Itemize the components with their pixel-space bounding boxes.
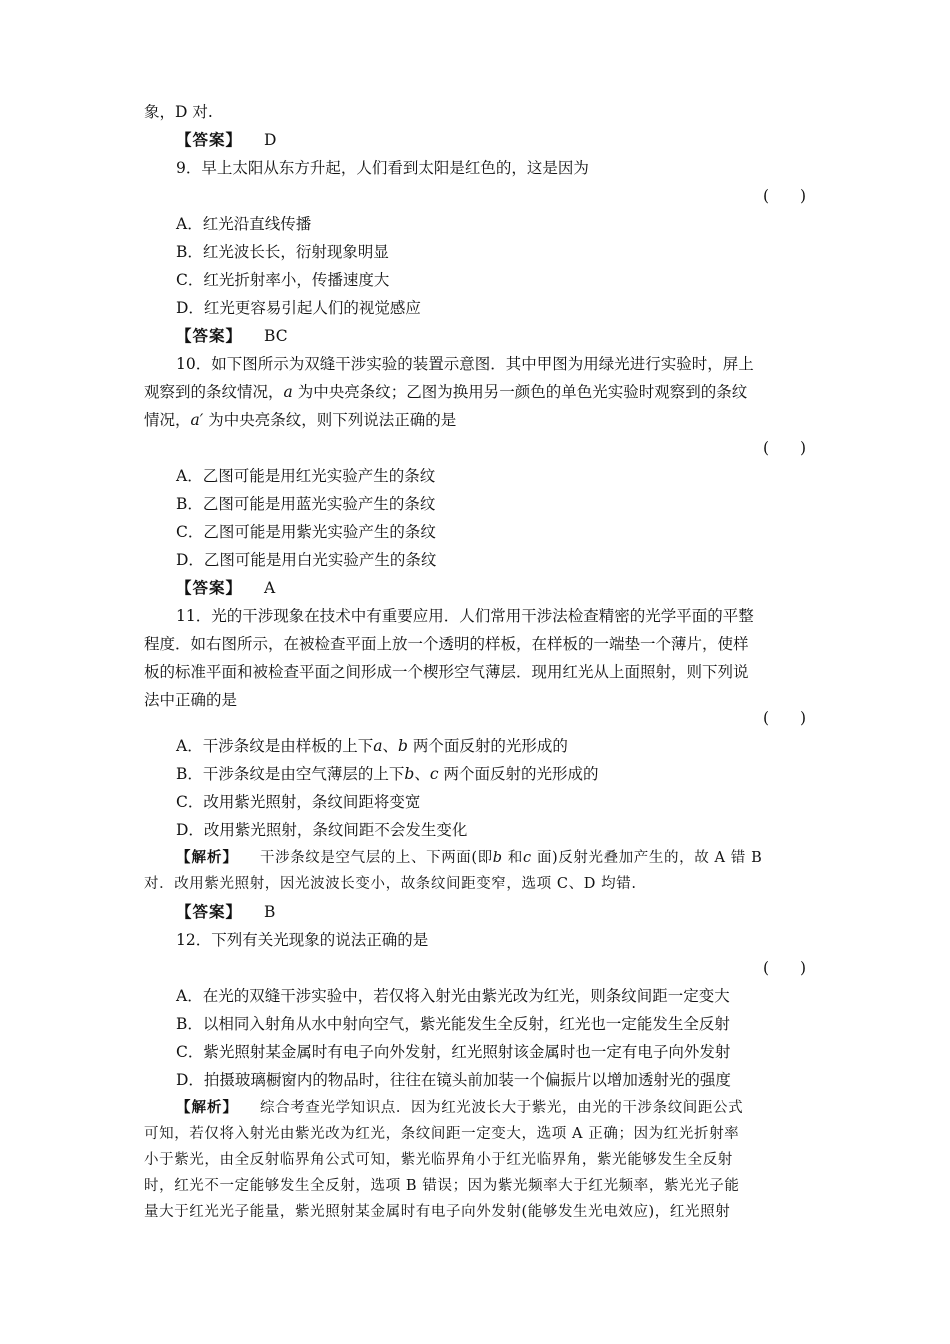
option-b: B．以相同入射角从水中射向空气，紫光能发生全反射，红光也一定能发生全反射 (176, 1015, 730, 1033)
option-c: C．红光折射率小，传播速度大 (176, 271, 390, 289)
variable: b (397, 737, 408, 755)
solution-12-line-2: 可知，若仅将入射光由紫光改为红光，条纹间距一定变大，选项 A 正确；因为红光折射率 (144, 1126, 740, 1142)
variable: b (492, 850, 503, 866)
question-9: 9．早上太阳从东方升起，人们看到太阳是红色的，这是因为 (176, 159, 589, 177)
variable: c (522, 850, 532, 866)
answer-blank: ( ) (763, 959, 807, 977)
answer-line-8 (176, 130, 276, 150)
solution-12-line-3: 小于紫光，由全反射临界角公式可知，紫光临界角小于红光临界角，紫光能够发生全反射 (144, 1152, 733, 1168)
option-c: C．改用紫光照射，条纹间距将变宽 (176, 793, 421, 811)
text-segment: 两个面反射的光形成的 (412, 737, 568, 755)
answer-line-9 (176, 326, 288, 346)
answer-tag: 【答案】 (176, 903, 243, 921)
text-segment: 、 (414, 765, 430, 783)
variable: c (429, 765, 439, 783)
answer-value: B (264, 903, 276, 921)
answer-line-10 (176, 578, 275, 598)
text-segment: 两个面反射的光形成的 (443, 765, 599, 783)
option-a: A．乙图可能是用红光实验产生的条纹 (176, 467, 436, 485)
question-12: 12．下列有关光现象的说法正确的是 (176, 931, 429, 949)
variable: a′ (190, 411, 204, 429)
question-11-line-4: 法中正确的是 (144, 691, 238, 709)
text-segment: 情况， (144, 411, 191, 429)
solution-12-line-1 (176, 1098, 743, 1118)
solution-12-line-5: 量大于红光光子能量，紫光照射某金属时有电子向外发射(能够发生光电效应)，红光照射 (144, 1204, 731, 1220)
solution-11-line-1 (176, 848, 762, 868)
answer-tag: 【答案】 (176, 579, 243, 597)
option-d: D．乙图可能是用白光实验产生的条纹 (176, 551, 437, 569)
question-10-line-3 (144, 410, 456, 430)
text-segment: 综合考查光学知识点．因为红光波长大于紫光，由光的干涉条纹间距公式 (260, 1100, 744, 1116)
text-line: 象，D 对. (144, 103, 213, 121)
question-10-line-1: 10．如下图所示为双缝干涉实验的装置示意图．其中甲图为用绿光进行实验时，屏上 (176, 355, 754, 373)
answer-value: BC (264, 327, 288, 345)
answer-blank: ( ) (763, 187, 807, 205)
option-a: A．红光沿直线传播 (176, 215, 312, 233)
text-segment: 、 (382, 737, 398, 755)
option-d: D．红光更容易引起人们的视觉感应 (176, 299, 421, 317)
answer-line-11 (176, 902, 275, 922)
answer-value: D (264, 131, 277, 149)
option-d: D．拍摄玻璃橱窗内的物品时，往往在镜头前加装一个偏振片以增加透射光的强度 (176, 1071, 731, 1089)
solution-tag: 【解析】 (176, 1100, 238, 1116)
answer-tag: 【答案】 (176, 131, 243, 149)
variable: a (283, 383, 293, 401)
answer-value: A (264, 579, 276, 597)
variable: a (373, 737, 383, 755)
option-a (176, 736, 568, 756)
option-b: B．乙图可能是用蓝光实验产生的条纹 (176, 495, 436, 513)
question-11-line-1: 11．光的干涉现象在技术中有重要应用．人们常用干涉法检查精密的光学平面的平整 (176, 607, 754, 625)
question-11-line-3: 板的标准平面和被检查平面之间形成一个楔形空气薄层．现用红光从上面照射，则下列说 (144, 663, 749, 681)
text-segment: B．干涉条纹是由空气薄层的上下 (176, 765, 405, 783)
solution-11-line-2: 对．改用紫光照射，因光波波长变小，故条纹间距变窄，选项 C、D 均错. (144, 876, 637, 892)
text-segment: 为中央亮条纹，则下列说法正确的是 (208, 411, 457, 429)
text-segment: 干涉条纹是空气层的上、下两面(即 (260, 850, 493, 866)
text-segment: 和 (507, 850, 523, 866)
option-a: A．在光的双缝干涉实验中，若仅将入射光由紫光改为红光，则条纹间距一定变大 (176, 987, 730, 1005)
solution-12-line-4: 时，红光不一定能够发生全反射，选项 B 错误；因为紫光频率大于红光频率，紫光光子能 (144, 1178, 740, 1194)
option-d: D．改用紫光照射，条纹间距不会发生变化 (176, 821, 468, 839)
answer-tag: 【答案】 (176, 327, 243, 345)
option-b: B．红光波长长，衍射现象明显 (176, 243, 389, 261)
text-segment: 观察到的条纹情况， (144, 383, 284, 401)
option-c: C．乙图可能是用紫光实验产生的条纹 (176, 523, 436, 541)
option-c: C．紫光照射某金属时有电子向外发射，红光照射该金属时也一定有电子向外发射 (176, 1043, 731, 1061)
solution-tag: 【解析】 (176, 850, 238, 866)
option-b (176, 764, 599, 784)
variable: b (404, 765, 415, 783)
text-segment: 为中央亮条纹；乙图为换用另一颜色的单色光实验时观察到的条纹 (297, 383, 748, 401)
text-segment: A．干涉条纹是由样板的上下 (176, 737, 374, 755)
question-11-line-2: 程度．如右图所示，在被检查平面上放一个透明的样板，在样板的一端垫一个薄片，使样 (144, 635, 749, 653)
text-segment: 面)反射光叠加产生的，故 A 错 B (536, 850, 763, 866)
question-10-line-2 (144, 382, 747, 402)
answer-blank: ( ) (763, 439, 807, 457)
answer-blank: ( ) (763, 709, 807, 727)
